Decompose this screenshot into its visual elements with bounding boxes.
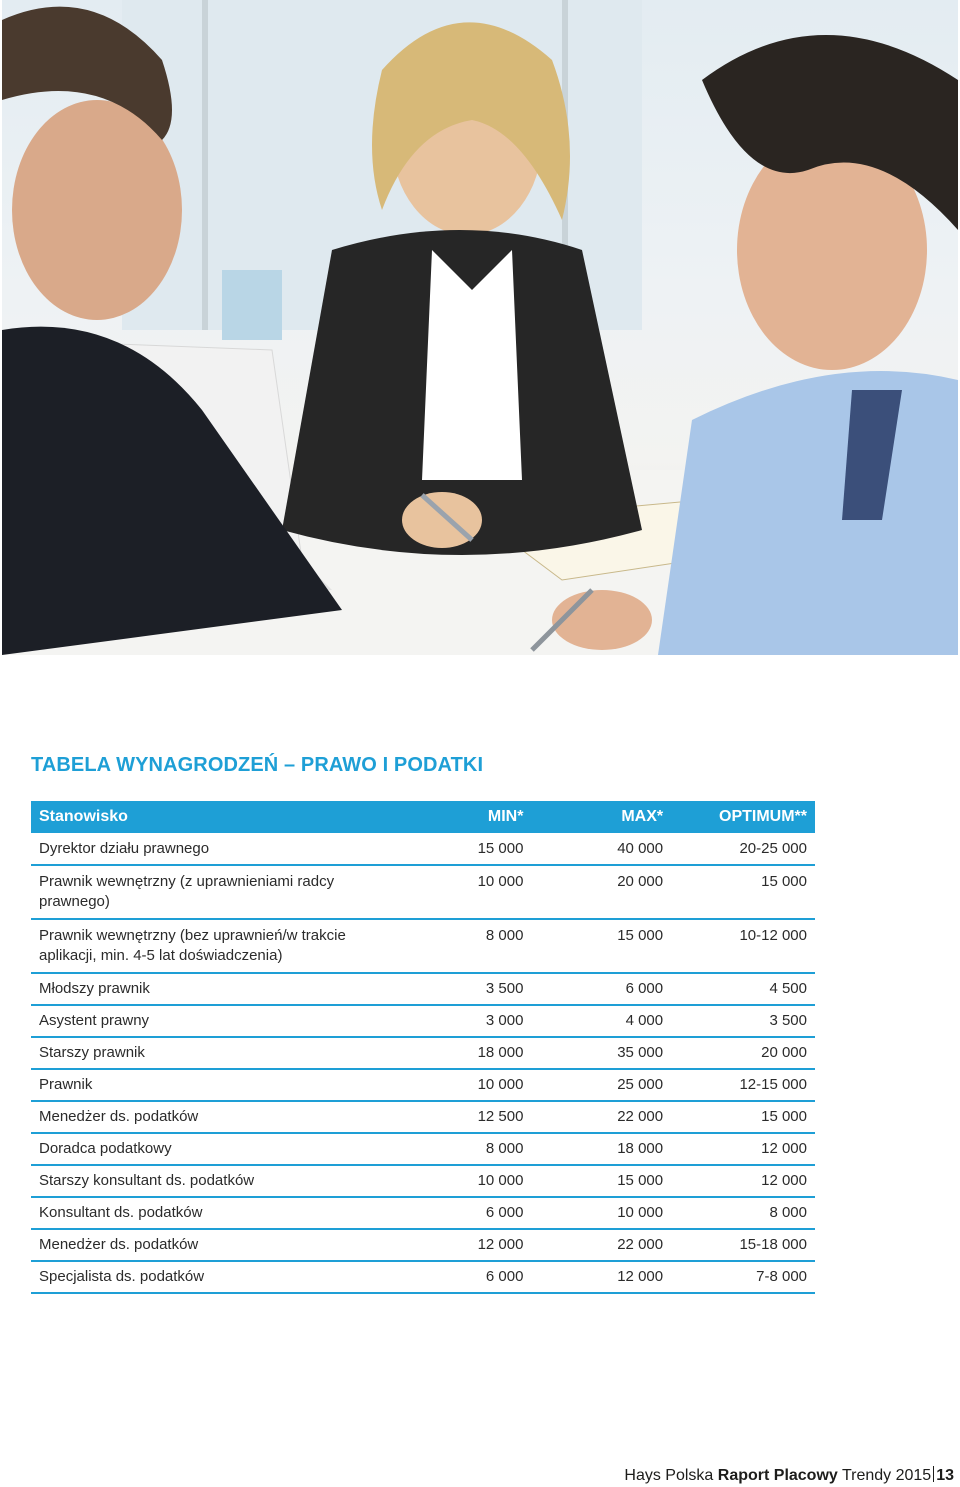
page-number: 13: [936, 1467, 954, 1484]
table-row: [31, 1101, 815, 1133]
cell-optimum: 20 000: [671, 1037, 815, 1069]
cell-min: 12 500: [371, 1101, 531, 1133]
cell-position: Starszy prawnik: [31, 1037, 371, 1069]
cell-optimum: 8 000: [671, 1197, 815, 1229]
page-title: TABELA WYNAGRODZEŃ – PRAWO I PODATKI: [31, 754, 484, 776]
table-row: [31, 919, 815, 973]
table-row: [31, 1037, 815, 1069]
cell-min: 8 000: [371, 919, 531, 973]
cell-optimum: 15 000: [671, 865, 815, 919]
salary-table: [31, 801, 815, 1294]
cell-max: 15 000: [531, 1165, 671, 1197]
cell-position: Doradca podatkowy: [31, 1133, 371, 1165]
cell-optimum: 10-12 000: [671, 919, 815, 973]
cell-max: 4 000: [531, 1005, 671, 1037]
page-footer: [624, 1466, 954, 1485]
cell-min: 18 000: [371, 1037, 531, 1069]
table-row: [31, 865, 815, 919]
footer-trend: Trendy 2015: [841, 1467, 932, 1484]
table-row: [31, 1133, 815, 1165]
cell-position: Prawnik wewnętrzny (bez uprawnień/w trakcie aplikacji, min. 4-5 lat doświadczenia): [31, 919, 371, 973]
header-optimum: OPTIMUM**: [671, 801, 815, 833]
meeting-photo: [2, 0, 958, 655]
cell-position: Konsultant ds. podatków: [31, 1197, 371, 1229]
cell-optimum: 15 000: [671, 1101, 815, 1133]
cell-max: 40 000: [531, 833, 671, 865]
cell-max: 6 000: [531, 973, 671, 1005]
cell-position: Młodszy prawnik: [31, 973, 371, 1005]
cell-optimum: 7-8 000: [671, 1261, 815, 1293]
cell-optimum: 12-15 000: [671, 1069, 815, 1101]
cell-max: 22 000: [531, 1101, 671, 1133]
cell-position: Asystent prawny: [31, 1005, 371, 1037]
footer-divider: [933, 1466, 934, 1482]
footer-report: Raport Placowy: [717, 1467, 838, 1484]
cell-min: 3 500: [371, 973, 531, 1005]
cell-max: 18 000: [531, 1133, 671, 1165]
cell-min: 8 000: [371, 1133, 531, 1165]
table-row: [31, 973, 815, 1005]
cell-min: 6 000: [371, 1261, 531, 1293]
table-row: [31, 1005, 815, 1037]
table-header-row: [31, 801, 815, 833]
table-row: [31, 1261, 815, 1293]
table-row: [31, 1165, 815, 1197]
cell-min: 6 000: [371, 1197, 531, 1229]
cell-optimum: 15-18 000: [671, 1229, 815, 1261]
cell-optimum: 4 500: [671, 973, 815, 1005]
cell-position: Prawnik wewnętrzny (z uprawnieniami radcy prawnego): [31, 865, 371, 919]
cell-min: 10 000: [371, 1165, 531, 1197]
cell-position: Dyrektor działu prawnego: [31, 833, 371, 865]
cell-min: 3 000: [371, 1005, 531, 1037]
cell-position: Starszy konsultant ds. podatków: [31, 1165, 371, 1197]
cell-position: Prawnik: [31, 1069, 371, 1101]
cell-optimum: 20-25 000: [671, 833, 815, 865]
cell-max: 10 000: [531, 1197, 671, 1229]
table-row: [31, 1229, 815, 1261]
cell-max: 15 000: [531, 919, 671, 973]
cell-optimum: 12 000: [671, 1133, 815, 1165]
cell-min: 10 000: [371, 1069, 531, 1101]
cell-min: 10 000: [371, 865, 531, 919]
cell-max: 12 000: [531, 1261, 671, 1293]
header-min: MIN*: [371, 801, 531, 833]
cell-min: 15 000: [371, 833, 531, 865]
header-max: MAX*: [531, 801, 671, 833]
header-position: Stanowisko: [31, 801, 371, 833]
table-row: [31, 833, 815, 865]
cell-optimum: 3 500: [671, 1005, 815, 1037]
cell-position: Menedżer ds. podatków: [31, 1229, 371, 1261]
cell-min: 12 000: [371, 1229, 531, 1261]
cell-optimum: 12 000: [671, 1165, 815, 1197]
cell-max: 35 000: [531, 1037, 671, 1069]
table-row: [31, 1197, 815, 1229]
cell-max: 22 000: [531, 1229, 671, 1261]
table-row: [31, 1069, 815, 1101]
cell-max: 25 000: [531, 1069, 671, 1101]
cell-position: Menedżer ds. podatków: [31, 1101, 371, 1133]
cell-max: 20 000: [531, 865, 671, 919]
footer-company: Hays Polska: [624, 1467, 714, 1484]
cell-position: Specjalista ds. podatków: [31, 1261, 371, 1293]
